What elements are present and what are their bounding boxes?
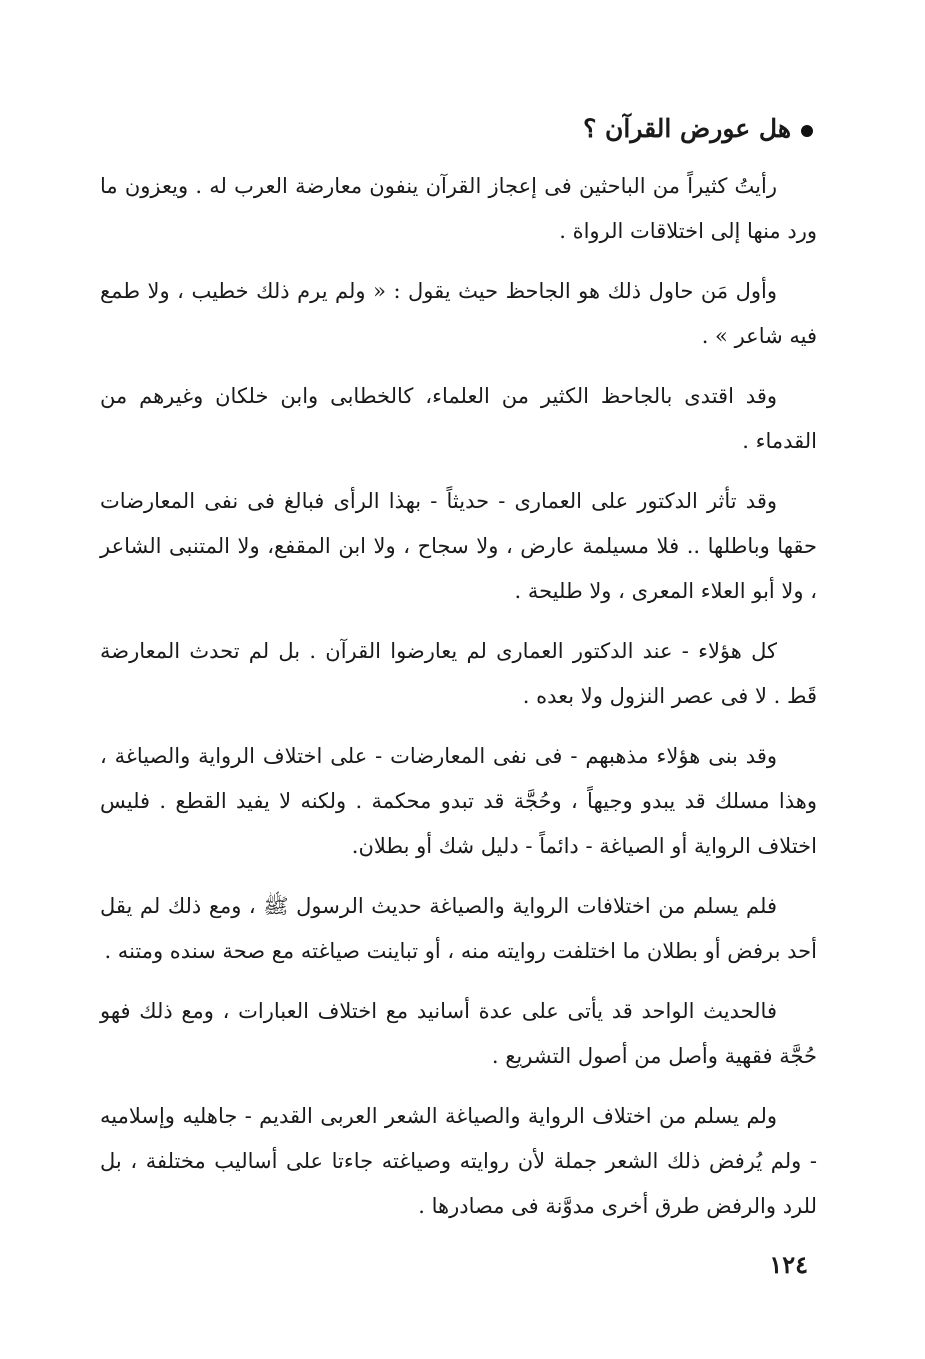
paragraph: وأول مَن حاول ذلك هو الجاحظ حيث يقول : « ولم يرم ذلك خطيب ، ولا طمع فيه شاعر » .: [100, 279, 817, 348]
heading-text: هل عورض القرآن ؟: [583, 114, 791, 143]
paragraph: كل هؤلاء - عند الدكتور العمارى لم يعارضوا القرآن . بل لم تحدث المعارضة قَط . لا فى عصر النزول ولا بعده .: [100, 639, 817, 708]
paragraph: وقد بنى هؤلاء مذهبهم - فى نفى المعارضات - على اختلاف الرواية والصياغة ، وهذا مسلك قد يبدو وجيهاً ، وحُجَّة قد تبدو محكمة . ولكنه لا يفيد القطع . فليس اختلاف الرواية أو الصياغة - دائماً - دليل شك أو بطلان.: [100, 744, 817, 858]
page-number: ١٢٤: [769, 1250, 808, 1279]
paragraph: وقد تأثر الدكتور على العمارى - حديثاً - بهذا الرأى فبالغ فى نفى المعارضات حقها وباطلها .. فلا مسيلمة عارض ، ولا سجاح ، ولا ابن المقفع، ولا المتنبى الشاعر ، ولا أبو العلاء المعرى ، ولا طليحة .: [100, 489, 817, 603]
bullet-icon: [801, 125, 813, 137]
paragraph: فالحديث الواحد قد يأتى على عدة أسانيد مع اختلاف العبارات ، ومع ذلك فهو حُجَّة فقهية وأصل من أصول التشريع .: [100, 999, 817, 1068]
paragraph: رأيتُ كثيراً من الباحثين فى إعجاز القرآن ينفون معارضة العرب له . ويعزون ما ورد منها إلى اختلاقات الرواة .: [100, 174, 817, 243]
paragraph: فلم يسلم من اختلافات الرواية والصياغة حديث الرسول ﷺ ، ومع ذلك لم يقل أحد برفض أو بطلان ما اختلفت روايته منه ، أو تباينت صياغته مع صحة سنده ومتنه .: [100, 894, 817, 963]
paragraph: وقد اقتدى بالجاحظ الكثير من العلماء، كالخطابى وابن خلكان وغيرهم من القدماء .: [100, 384, 817, 453]
paragraph: ولم يسلم من اختلاف الرواية والصياغة الشعر العربى القديم - جاهليه وإسلاميه - ولم يُرفض ذلك الشعر جملة لأن روايته وصياغته جاءتا على أساليب مختلفة ، بل للرد والرفض طرق أخرى مدوَّنة فى مصادرها .: [100, 1104, 817, 1218]
text-block: [100, 108, 817, 1244]
section-heading: [100, 108, 813, 150]
